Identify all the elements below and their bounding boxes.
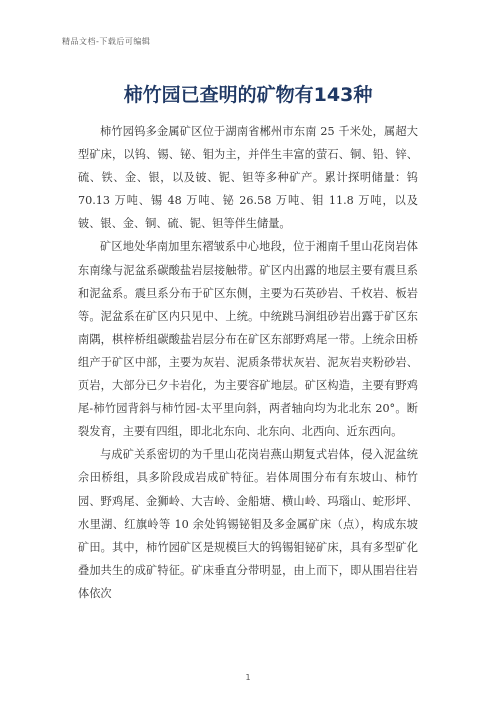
page-number: 1 (245, 673, 251, 682)
header-mark: 精品文档-下载后可编辑 (62, 37, 151, 46)
document-body (78, 120, 418, 605)
paragraph-1: 柿竹园钨多金属矿区位于湖南省郴州市东南 25 千米处，属超大型矿床，以钨、锡、铋、钼为主，并伴生丰富的萤石、铜、铅、锌、硫、铁、金、银，以及铍、铌、钽等多种矿产。累计探明储量：钨 70.13 万吨、锡 48 万吨、铋 26.58 万吨、钼 11.8 万吨，以及铍、银、金、铜、硫、铌、钽等伴生储量。 (78, 125, 418, 231)
paragraph-2: 矿区地处华南加里东褶皱系中心地段，位于湘南千里山花岗岩体东南缘与泥盆系碳酸盐岩层接触带。矿区内出露的地层主要有震旦系和泥盆系。震旦系分布于矿区东侧，主要为石英砂岩、千枚岩、板岩等。泥盆系在矿区内只见中、上统。中统跳马涧组砂岩出露于矿区东南隅，棋梓桥组碳酸盐岩层分布在矿区东部野鸡尾一带。上统佘田桥组产于矿区中部，主要为灰岩、泥质条带状灰岩、泥灰岩夹粉砂岩、页岩，大部分已夕卡岩化，为主要容矿地层。矿区构造，主要有野鸡尾-柿竹园背斜与柿竹园-太平里向斜，两者轴向均为北北东 20°。断裂发育，主要有四组，即北北东向、北东向、北西向、近东西向。 (78, 240, 418, 439)
page-title: 柿竹园已查明的矿物有143种 (123, 84, 373, 106)
paragraph-3: 与成矿关系密切的为千里山花岗岩燕山期复式岩体，侵入泥盆统佘田桥组，具多阶段成岩成矿特征。岩体周围分布有东坡山、柿竹园、野鸡尾、金狮岭、大吉岭、金船塘、横山岭、玛瑙山、蛇形坪、水里湖、红旗岭等 10 余处钨锡铋钼及多金属矿床（点），构成东坡矿田。其中，柿竹园矿区是规模巨大的钨锡钼铋矿床，具有多型矿化叠加共生的成矿特征。矿床垂直分带明显，由上而下，即从围岩往岩体依次 (78, 448, 418, 600)
